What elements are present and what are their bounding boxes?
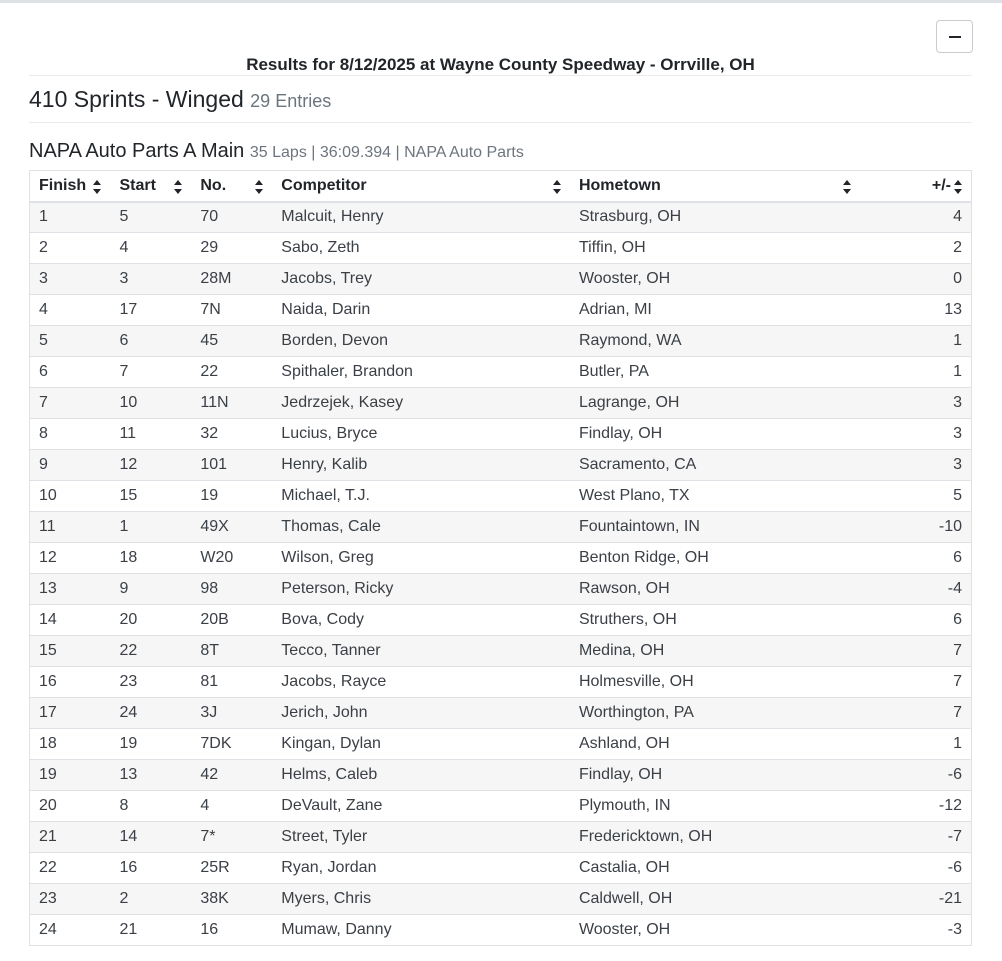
cell-hometown: Adrian, MI [570,295,860,326]
cell-plus-minus: -12 [860,791,972,822]
cell-finish: 2 [30,233,111,264]
sort-icon[interactable] [174,180,183,194]
table-row [30,264,972,295]
cell-competitor: DeVault, Zane [272,791,570,822]
cell-number: 42 [191,760,272,791]
cell-start: 3 [110,264,191,295]
table-row [30,543,972,574]
cell-number: 16 [191,915,272,946]
table-row [30,760,972,791]
cell-start: 6 [110,326,191,357]
cell-hometown: Fountaintown, IN [570,512,860,543]
cell-hometown: Medina, OH [570,636,860,667]
cell-number: 32 [191,419,272,450]
collapse-button[interactable] [936,20,973,53]
cell-finish: 19 [30,760,111,791]
cell-hometown: Wooster, OH [570,264,860,295]
cell-start: 16 [110,853,191,884]
cell-plus-minus: 2 [860,233,972,264]
race-meta: 35 Laps | 36:09.394 | NAPA Auto Parts [249,144,524,161]
cell-hometown: Raymond, WA [570,326,860,357]
sort-icon[interactable] [93,180,102,194]
cell-number: 45 [191,326,272,357]
cell-finish: 1 [30,202,111,233]
cell-start: 5 [110,202,191,233]
cell-start: 22 [110,636,191,667]
cell-plus-minus: -6 [860,853,972,884]
cell-start: 12 [110,450,191,481]
cell-finish: 24 [30,915,111,946]
cell-finish: 13 [30,574,111,605]
column-header-number[interactable] [191,171,272,202]
cell-hometown: Holmesville, OH [570,667,860,698]
table-row [30,791,972,822]
cell-plus-minus: 7 [860,667,972,698]
cell-plus-minus: -6 [860,760,972,791]
cell-number: 4 [191,791,272,822]
cell-plus-minus: 1 [860,357,972,388]
cell-number: 11N [191,388,272,419]
cell-hometown: Butler, PA [570,357,860,388]
cell-hometown: Findlay, OH [570,760,860,791]
table-row [30,729,972,760]
cell-number: 28M [191,264,272,295]
cell-competitor: Thomas, Cale [272,512,570,543]
table-header-row [30,171,972,202]
cell-start: 21 [110,915,191,946]
cell-hometown: Lagrange, OH [570,388,860,419]
cell-number: 81 [191,667,272,698]
cell-plus-minus: 3 [860,388,972,419]
sort-icon[interactable] [954,180,963,194]
cell-number: 25R [191,853,272,884]
cell-start: 14 [110,822,191,853]
cell-hometown: Tiffin, OH [570,233,860,264]
cell-competitor: Kingan, Dylan [272,729,570,760]
column-header-start[interactable] [110,171,191,202]
cell-hometown: Rawson, OH [570,574,860,605]
cell-finish: 8 [30,419,111,450]
cell-finish: 9 [30,450,111,481]
table-row [30,233,972,264]
cell-start: 10 [110,388,191,419]
cell-competitor: Sabo, Zeth [272,233,570,264]
cell-competitor: Lucius, Bryce [272,419,570,450]
cell-plus-minus: 5 [860,481,972,512]
table-row [30,326,972,357]
cell-hometown: Findlay, OH [570,419,860,450]
column-header-label: Start [119,176,156,194]
cell-number: 19 [191,481,272,512]
cell-number: 3J [191,698,272,729]
cell-plus-minus: 7 [860,698,972,729]
divider [29,75,972,76]
cell-finish: 4 [30,295,111,326]
divider [29,122,972,123]
cell-competitor: Malcuit, Henry [272,202,570,233]
cell-competitor: Mumaw, Danny [272,915,570,946]
table-row [30,388,972,419]
column-header-hometown[interactable] [570,171,860,202]
entries-count: 29 Entries [250,91,332,111]
cell-plus-minus: -4 [860,574,972,605]
cell-start: 9 [110,574,191,605]
cell-hometown: Benton Ridge, OH [570,543,860,574]
table-row [30,667,972,698]
cell-number: 22 [191,357,272,388]
cell-competitor: Jerich, John [272,698,570,729]
cell-competitor: Spithaler, Brandon [272,357,570,388]
cell-hometown: Caldwell, OH [570,884,860,915]
column-header-label: Competitor [281,176,367,194]
cell-plus-minus: 1 [860,326,972,357]
cell-hometown: Struthers, OH [570,605,860,636]
cell-plus-minus: -3 [860,915,972,946]
cell-finish: 7 [30,388,111,419]
cell-competitor: Jedrzejek, Kasey [272,388,570,419]
cell-plus-minus: 7 [860,636,972,667]
cell-plus-minus: -10 [860,512,972,543]
cell-start: 19 [110,729,191,760]
race-title [29,140,524,163]
table-row [30,512,972,543]
cell-competitor: Jacobs, Rayce [272,667,570,698]
column-header-label: +/- [931,176,951,194]
cell-number: 7N [191,295,272,326]
class-title [29,86,331,113]
cell-number: 49X [191,512,272,543]
sort-icon[interactable] [553,180,562,194]
cell-start: 4 [110,233,191,264]
cell-plus-minus: 6 [860,543,972,574]
cell-hometown: Worthington, PA [570,698,860,729]
cell-number: 101 [191,450,272,481]
cell-hometown: Fredericktown, OH [570,822,860,853]
cell-number: W20 [191,543,272,574]
cell-number: 20B [191,605,272,636]
cell-hometown: Wooster, OH [570,915,860,946]
cell-number: 70 [191,202,272,233]
cell-finish: 18 [30,729,111,760]
cell-competitor: Jacobs, Trey [272,264,570,295]
cell-number: 8T [191,636,272,667]
cell-competitor: Borden, Devon [272,326,570,357]
cell-start: 17 [110,295,191,326]
cell-finish: 3 [30,264,111,295]
cell-competitor: Henry, Kalib [272,450,570,481]
cell-finish: 20 [30,791,111,822]
column-header-finish[interactable] [30,171,111,202]
table-row [30,698,972,729]
cell-plus-minus: 3 [860,450,972,481]
cell-start: 1 [110,512,191,543]
cell-number: 29 [191,233,272,264]
cell-start: 13 [110,760,191,791]
cell-finish: 6 [30,357,111,388]
table-row [30,419,972,450]
table-row [30,822,972,853]
cell-plus-minus: 0 [860,264,972,295]
results-table [29,170,972,946]
table-row [30,636,972,667]
cell-start: 15 [110,481,191,512]
table-row [30,357,972,388]
cell-hometown: Castalia, OH [570,853,860,884]
table-row [30,202,972,233]
column-header-plus-minus[interactable] [860,171,972,202]
cell-number: 98 [191,574,272,605]
cell-start: 24 [110,698,191,729]
cell-start: 7 [110,357,191,388]
table-row [30,605,972,636]
cell-competitor: Michael, T.J. [272,481,570,512]
cell-finish: 15 [30,636,111,667]
cell-finish: 12 [30,543,111,574]
sort-icon[interactable] [255,180,264,194]
cell-finish: 14 [30,605,111,636]
cell-plus-minus: 1 [860,729,972,760]
cell-plus-minus: 6 [860,605,972,636]
column-header-label: No. [200,176,227,194]
sort-icon[interactable] [843,180,852,194]
cell-competitor: Tecco, Tanner [272,636,570,667]
cell-hometown: Ashland, OH [570,729,860,760]
cell-competitor: Naida, Darin [272,295,570,326]
cell-hometown: Plymouth, IN [570,791,860,822]
cell-competitor: Myers, Chris [272,884,570,915]
results-title: Results for 8/12/2025 at Wayne County Speedway - Orrville, OH [246,55,755,74]
cell-finish: 17 [30,698,111,729]
minus-icon [949,36,961,38]
cell-number: 38K [191,884,272,915]
cell-plus-minus: 4 [860,202,972,233]
cell-plus-minus: -7 [860,822,972,853]
column-header-competitor[interactable] [272,171,570,202]
cell-number: 7DK [191,729,272,760]
cell-start: 23 [110,667,191,698]
cell-competitor: Bova, Cody [272,605,570,636]
cell-plus-minus: 3 [860,419,972,450]
race-name: NAPA Auto Parts A Main [29,140,245,162]
cell-start: 2 [110,884,191,915]
cell-plus-minus: 13 [860,295,972,326]
column-header-label: Finish [39,176,87,194]
cell-plus-minus: -21 [860,884,972,915]
table-row [30,295,972,326]
cell-competitor: Ryan, Jordan [272,853,570,884]
cell-hometown: Sacramento, CA [570,450,860,481]
cell-start: 18 [110,543,191,574]
cell-finish: 21 [30,822,111,853]
cell-start: 20 [110,605,191,636]
cell-finish: 23 [30,884,111,915]
cell-hometown: Strasburg, OH [570,202,860,233]
table-row [30,450,972,481]
cell-finish: 10 [30,481,111,512]
cell-competitor: Peterson, Ricky [272,574,570,605]
column-header-label: Hometown [578,176,661,194]
class-name: 410 Sprints - Winged [29,86,244,112]
table-row [30,853,972,884]
cell-start: 11 [110,419,191,450]
table-row [30,884,972,915]
table-row [30,574,972,605]
cell-competitor: Helms, Caleb [272,760,570,791]
cell-hometown: West Plano, TX [570,481,860,512]
table-row [30,481,972,512]
cell-competitor: Wilson, Greg [272,543,570,574]
top-border [0,0,1002,3]
cell-finish: 22 [30,853,111,884]
cell-finish: 11 [30,512,111,543]
cell-start: 8 [110,791,191,822]
cell-finish: 5 [30,326,111,357]
table-row [30,915,972,946]
cell-competitor: Street, Tyler [272,822,570,853]
cell-finish: 16 [30,667,111,698]
cell-number: 7* [191,822,272,853]
